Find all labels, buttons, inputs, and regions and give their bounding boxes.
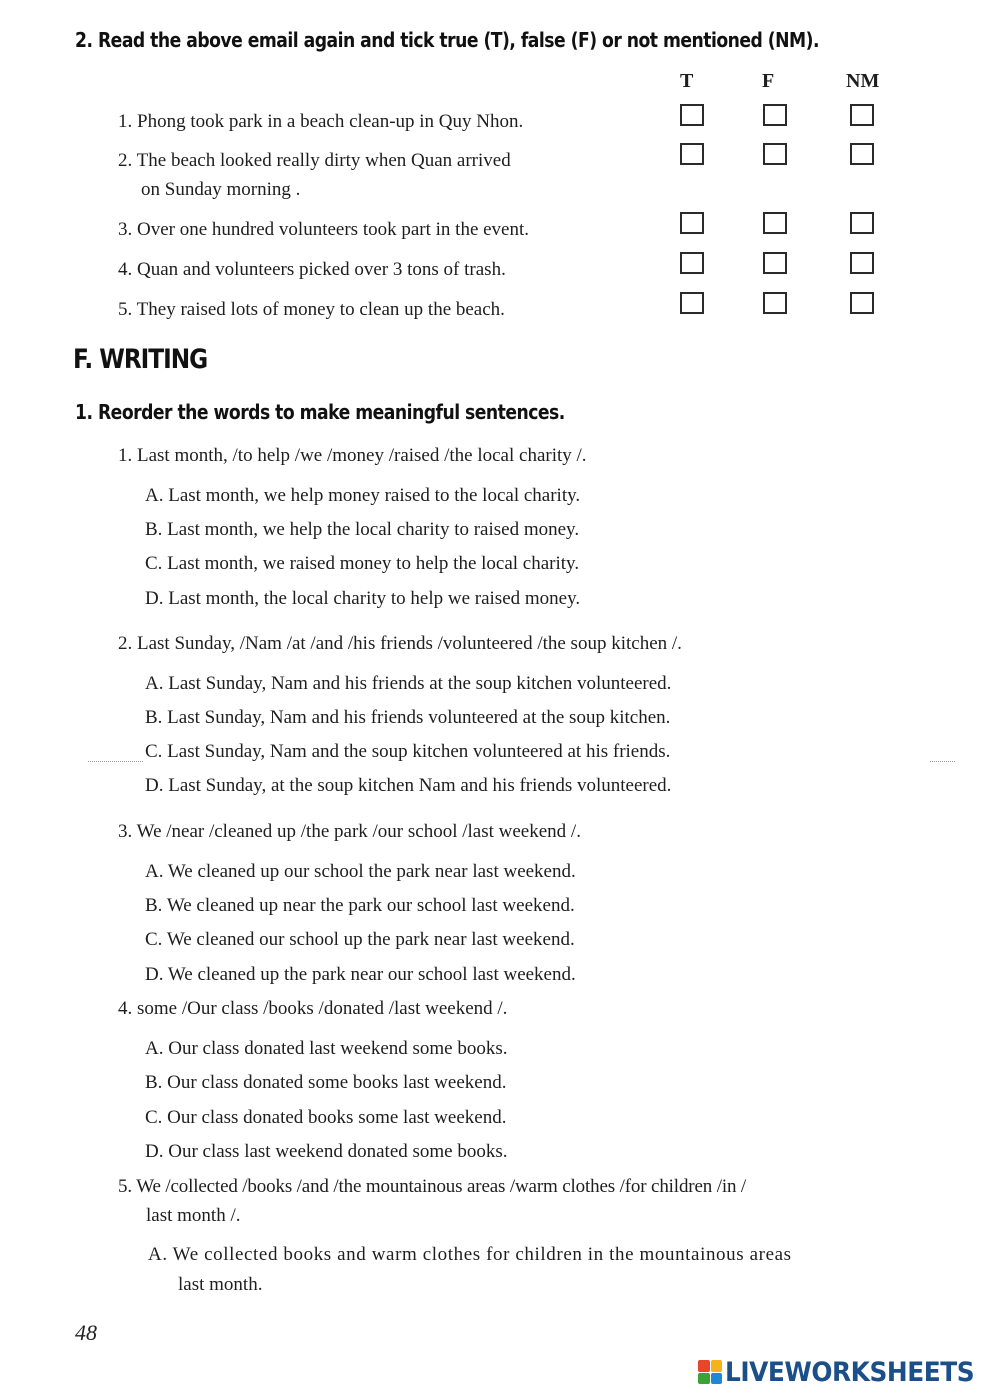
question-1-option-a[interactable]: A. Last month, we help money raised to the local charity. (145, 485, 581, 506)
question-2-option-d[interactable]: D. Last Sunday, at the soup kitchen Nam and his friends volunteered. (145, 775, 672, 796)
checkbox-4-true[interactable] (680, 252, 704, 274)
statement-1: 1. Phong took park in a beach clean-up in Quy Nhon. (118, 111, 524, 132)
question-1-prompt: 1. Last month, /to help /we /money /raised /the local charity /. (118, 445, 587, 466)
statement-2: 2. The beach looked really dirty when Quan arrived (118, 150, 511, 171)
statement-2-continued: on Sunday morning . (141, 179, 301, 200)
question-2-prompt: 2. Last Sunday, /Nam /at /and /his friends /volunteered /the soup kitchen /. (118, 633, 682, 654)
checkbox-5-false[interactable] (763, 292, 787, 314)
question-3-option-d[interactable]: D. We cleaned up the park near our school last weekend. (145, 964, 576, 985)
checkbox-3-false[interactable] (763, 212, 787, 234)
question-1-option-d[interactable]: D. Last month, the local charity to help we raised money. (145, 588, 581, 609)
question-3-option-b[interactable]: B. We cleaned up near the park our school last weekend. (145, 895, 575, 916)
checkbox-1-true[interactable] (680, 104, 704, 126)
column-header-false: F (762, 70, 775, 92)
scan-dotted-line (930, 761, 955, 762)
exercise-heading: 1. Reorder the words to make meaningful sentences. (75, 400, 565, 424)
question-1-option-b[interactable]: B. Last month, we help the local charity to raised money. (145, 519, 580, 540)
question-2-option-b[interactable]: B. Last Sunday, Nam and his friends volunteered at the soup kitchen. (145, 707, 671, 728)
checkbox-2-false[interactable] (763, 143, 787, 165)
checkbox-1-false[interactable] (763, 104, 787, 126)
statement-5: 5. They raised lots of money to clean up the beach. (118, 299, 505, 320)
question-2-option-a[interactable]: A. Last Sunday, Nam and his friends at the soup kitchen volunteered. (145, 673, 672, 694)
question-5-prompt-continued: last month /. (146, 1205, 241, 1226)
checkbox-1-not-mentioned[interactable] (850, 104, 874, 126)
question-4-option-b[interactable]: B. Our class donated some books last weekend. (145, 1072, 507, 1093)
question-4-option-d[interactable]: D. Our class last weekend donated some books. (145, 1141, 508, 1162)
checkbox-2-true[interactable] (680, 143, 704, 165)
exercise-heading: 2. Read the above email again and tick true (T), false (F) or not mentioned (NM). (75, 28, 819, 52)
liveworksheets-logo-icon (698, 1360, 722, 1384)
statement-4: 4. Quan and volunteers picked over 3 tons of trash. (118, 259, 506, 280)
section-title: F. WRITING (73, 344, 208, 375)
question-5-option-a[interactable]: A. We collected books and warm clothes for children in the mountainous areas (148, 1244, 792, 1265)
question-3-option-a[interactable]: A. We cleaned up our school the park near last weekend. (145, 861, 576, 882)
question-3-option-c[interactable]: C. We cleaned our school up the park near last weekend. (145, 929, 575, 950)
question-4-option-c[interactable]: C. Our class donated books some last weekend. (145, 1107, 507, 1128)
checkbox-5-not-mentioned[interactable] (850, 292, 874, 314)
checkbox-4-not-mentioned[interactable] (850, 252, 874, 274)
question-4-prompt: 4. some /Our class /books /donated /last weekend /. (118, 998, 508, 1019)
column-header-not-mentioned: NM (846, 70, 880, 92)
question-4-option-a[interactable]: A. Our class donated last weekend some books. (145, 1038, 508, 1059)
scan-dotted-line (88, 761, 143, 762)
question-1-option-c[interactable]: C. Last month, we raised money to help the local charity. (145, 553, 580, 574)
checkbox-4-false[interactable] (763, 252, 787, 274)
checkbox-5-true[interactable] (680, 292, 704, 314)
column-header-true: T (680, 70, 694, 92)
checkbox-3-true[interactable] (680, 212, 704, 234)
logo-text: LIVEWORKSHEETS (725, 1356, 975, 1388)
checkbox-3-not-mentioned[interactable] (850, 212, 874, 234)
page-number: 48 (75, 1320, 97, 1345)
statement-3: 3. Over one hundred volunteers took part in the event. (118, 219, 530, 240)
question-5-option-a-continued[interactable]: last month. (178, 1274, 263, 1295)
checkbox-2-not-mentioned[interactable] (850, 143, 874, 165)
question-3-prompt: 3. We /near /cleaned up /the park /our school /last weekend /. (118, 821, 581, 842)
question-5-prompt: 5. We /collected /books /and /the mountainous areas /warm clothes /for children /in / (118, 1176, 747, 1197)
liveworksheets-logo (698, 1357, 996, 1387)
question-2-option-c[interactable]: C. Last Sunday, Nam and the soup kitchen volunteered at his friends. (145, 741, 671, 762)
